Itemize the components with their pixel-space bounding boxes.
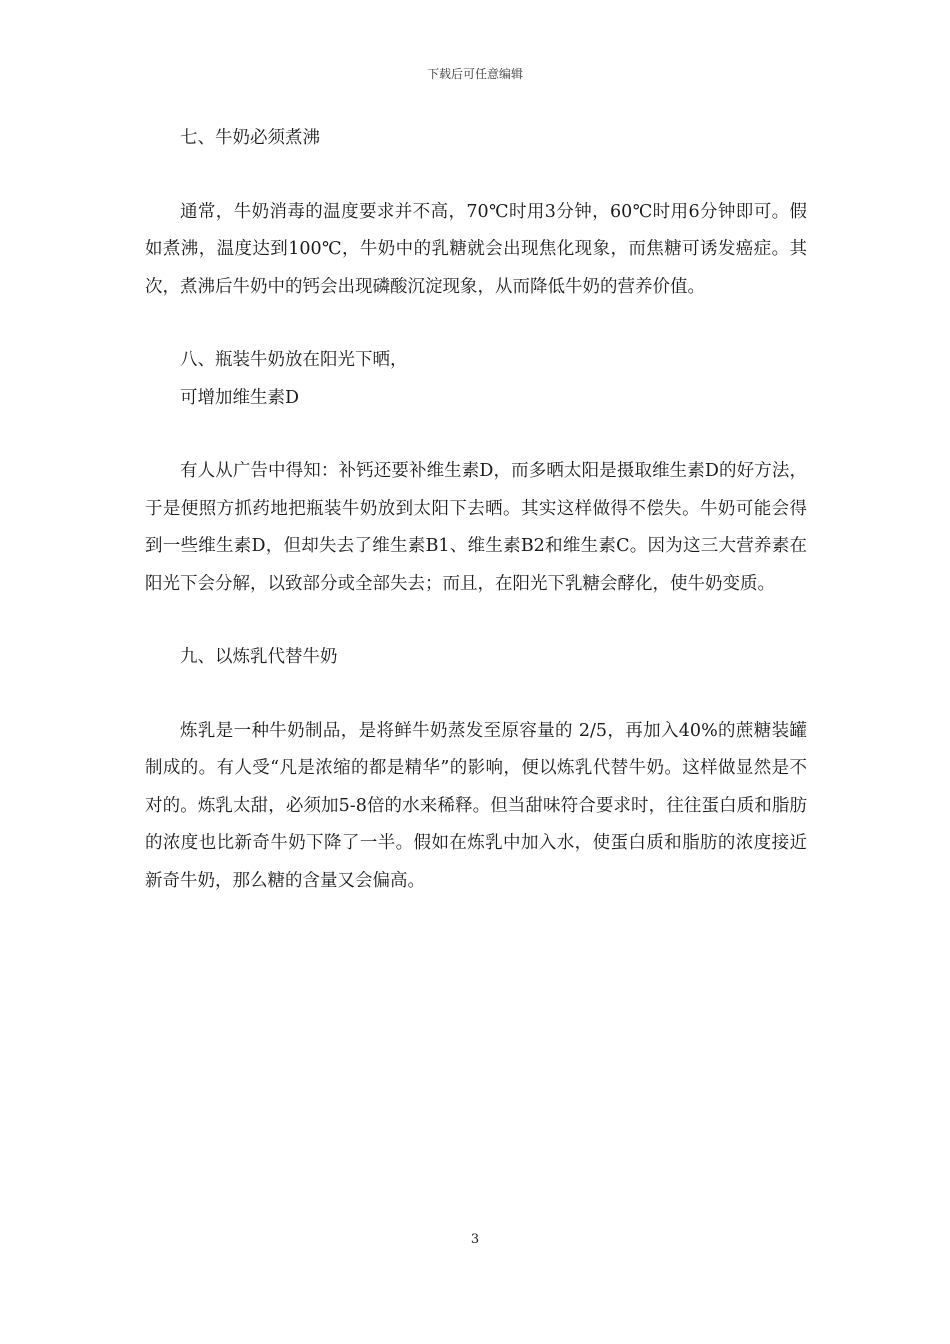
page-header: 下载后可任意编辑 [426, 67, 523, 81]
section-paragraph: 有人从广告中得知：补钙还要补维生素D，而多晒太阳是摄取维生素D的好方法，于是便照方抓药地把瓶装牛奶放到太阳下去晒。其实这样做得不偿失。牛奶可能会得到一些维生素D，但却失去了维生素B1、维生素B2和维生素C。因为这三大营养素在阳光下会分解，以致部分或全部失去；而且，在阳光下乳糖会酵化，使牛奶变质。 [145, 461, 807, 594]
section-heading: 九、以炼乳代替牛奶 [180, 647, 338, 667]
section-nine [145, 639, 807, 900]
section-paragraph: 通常，牛奶消毒的温度要求并不高，70℃时用3分钟，60℃时用6分钟即可。假如煮沸，温度达到100℃，牛奶中的乳糖就会出现焦化现象，而焦糖可诱发癌症。其次，煮沸后牛奶中的钙会出现磷酸沉淀现象，从而降低牛奶的营养价值。 [145, 201, 807, 297]
section-heading: 八、瓶装牛奶放在阳光下晒， [180, 350, 408, 370]
page-content [145, 120, 807, 900]
section-seven [145, 120, 807, 306]
page-number: 3 [470, 1232, 480, 1247]
section-heading: 七、牛奶必须煮沸 [180, 128, 320, 148]
section-paragraph: 炼乳是一种牛奶制品，是将鲜牛奶蒸发至原容量的 2/5，再加入40%的蔗糖装罐制成的。有人受“凡是浓缩的都是精华”的影响，便以炼乳代替牛奶。这样做显然是不对的。炼乳太甜，必须加5-8倍的水来稀释。但当甜味符合要求时，往往蛋白质和脂肪的浓度也比新奇牛奶下降了一半。假如在炼乳中加入水，使蛋白质和脂肪的浓度接近新奇牛奶，那么糖的含量又会偏高。 [145, 720, 807, 891]
section-heading-continued: 可增加维生素D [180, 387, 300, 408]
section-eight [145, 342, 807, 603]
